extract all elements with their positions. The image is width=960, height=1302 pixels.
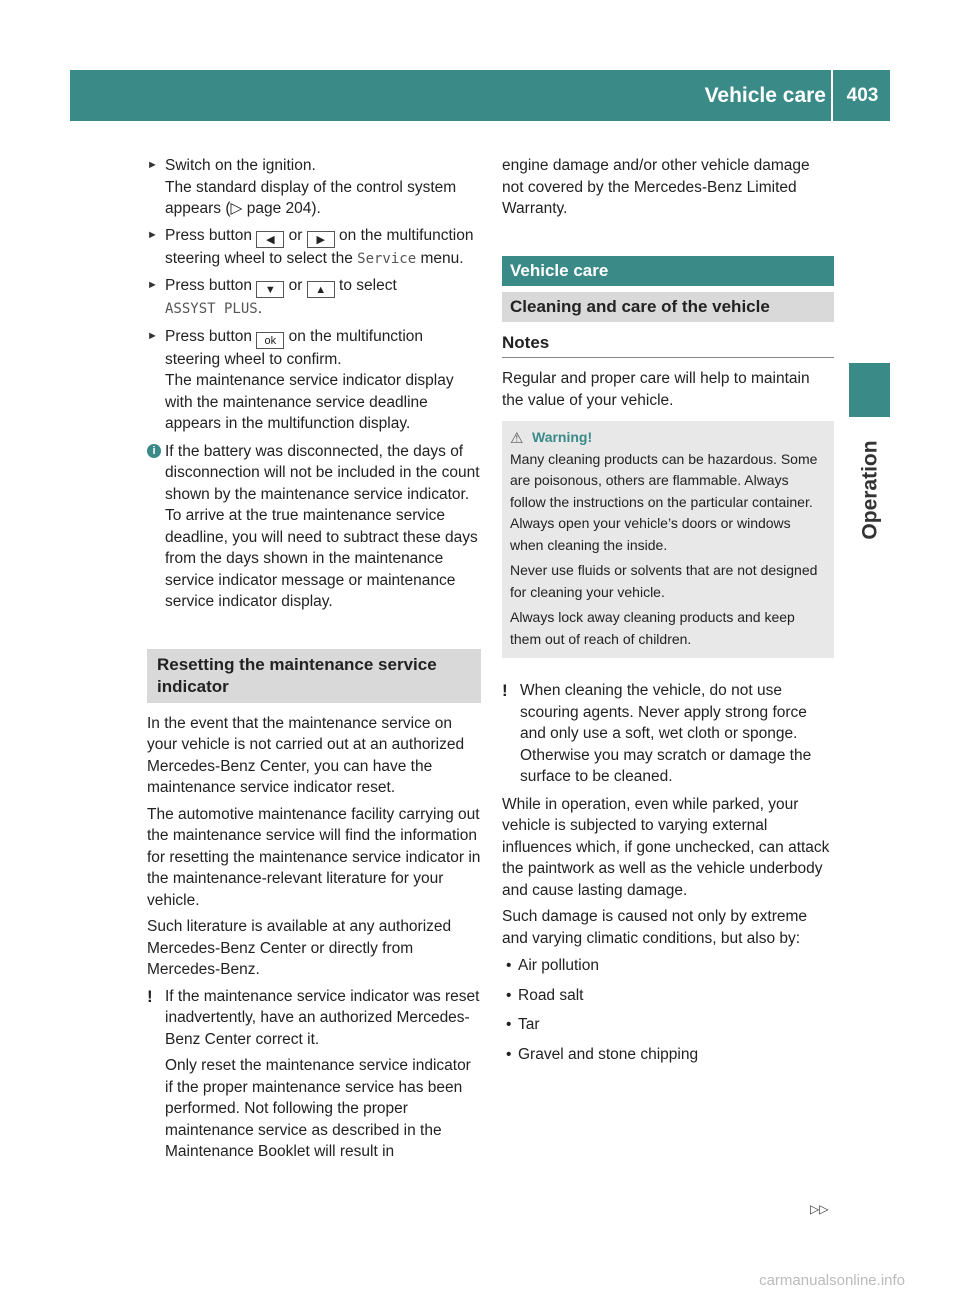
para-1: While in operation, even while parked, your vehicle is subjected to varying external influences which, if gone unchecked, can attack the paintwork as well as the vehicle underbody and cause lasting damage. [502, 795, 830, 899]
caution-2: Only reset the maintenance service indicator if the proper maintenance service has been performed. Not following the proper maintenance service as described in the Maintenance Booklet will result in [165, 1057, 471, 1160]
step-3-tail: . [257, 300, 263, 317]
vehicle-care-heading: Vehicle care [502, 256, 834, 286]
step-2-menu: Service [357, 250, 417, 267]
watermark: carmanualsonline.info [759, 1272, 905, 1289]
step-2-pre: Press button [165, 226, 257, 244]
warning-title: Warning! [532, 429, 593, 445]
right-column [502, 155, 834, 1073]
step-2-post: on the multifunction steering wheel to select the [165, 226, 474, 267]
caution-note-right [502, 680, 834, 788]
continue-icon: ▷▷ [810, 1202, 829, 1216]
reset-heading: Resetting the maintenance service indicator [147, 649, 481, 703]
up-button-icon: ▲ [307, 281, 335, 298]
caution-right: When cleaning the vehicle, do not use scouring agents. Never apply strong force and only use a soft, wet cloth or sponge. Otherwise you may scratch or damage the surface to be cleaned. [520, 682, 812, 785]
notes-heading: Notes [502, 332, 834, 359]
info-note [147, 441, 481, 613]
reset-para-2: The automotive maintenance facility carrying out the maintenance service will find the information for resetting the maintenance service indicator in the maintenance-relevant literature for your vehicle. [147, 805, 481, 909]
left-column [147, 155, 481, 1163]
warning-triangle-icon: ⚠ [510, 430, 524, 447]
side-tab [849, 363, 890, 417]
step-3 [147, 275, 481, 321]
step-4-pre: Press button [165, 327, 257, 345]
step-1-line-1: Switch on the ignition. [165, 157, 316, 174]
ok-button-icon: ok [256, 332, 284, 349]
step-3-pre: Press button [165, 277, 257, 294]
step-4 [147, 326, 481, 435]
info-text: If the battery was disconnected, the days of disconnection will not be included in the count shown by the maintenance service indicator. To arrive at the true maintenance service deadline, you will need to subtract these days from the days shown in the maintenance service indicator message or maintenance service indicator display. [165, 442, 480, 610]
reset-para-1: In the event that the maintenance service on your vehicle is not carried out at an authorized Mercedes-Benz Center, you can have the maintenance service indicator reset. [147, 714, 465, 796]
step-2-mid: or [284, 226, 307, 244]
right-button-icon: ▶ [307, 231, 335, 248]
cleaning-heading: Cleaning and care of the vehicle [502, 292, 834, 322]
down-button-icon: ▼ [256, 281, 284, 298]
warning-para-2: Never use fluids or solvents that are not designed for cleaning your vehicle. [510, 562, 818, 600]
list-item: • Air pollution [502, 955, 834, 977]
list-item: • Gravel and stone chipping [502, 1044, 834, 1066]
caution-1: If the maintenance service indicator was reset inadvertently, have an authorized Mercedes-Benz Center correct it. [165, 987, 480, 1048]
step-2 [147, 225, 481, 271]
header-divider [831, 70, 833, 121]
side-label-text: Operation [857, 440, 881, 540]
warning-para-3: Always lock away cleaning products and keep them out of reach of children. [510, 609, 795, 647]
step-arrow-icon: ► [147, 279, 158, 291]
step-3-menu: ASSYST PLUS [165, 301, 258, 317]
step-1-line-2: The standard display of the control system appears (▷ page 204). [165, 178, 457, 217]
step-4-extra: The maintenance service indicator display with the maintenance service deadline appears in the multifunction display. [165, 372, 454, 432]
info-icon: i [147, 444, 161, 458]
bullet-icon: • [506, 986, 512, 1004]
step-arrow-icon: ► [147, 159, 158, 171]
list-item: • Road salt [502, 985, 834, 1007]
para-2: Such damage is caused not only by extreme and varying climatic conditions, but also by: [502, 908, 808, 947]
warning-box [502, 421, 834, 658]
step-3-mid: or [284, 277, 307, 294]
step-4-post: on the multifunction steering wheel to confirm. [165, 327, 424, 368]
left-button-icon: ◀ [256, 231, 284, 248]
page-number: 403 [846, 85, 879, 106]
continued-text: engine damage and/or other vehicle damage not covered by the Mercedes-Benz Limited Warranty. [502, 157, 810, 217]
step-arrow-icon: ► [147, 228, 158, 241]
step-2-tail: menu. [416, 249, 464, 267]
exclamation-icon: ! [502, 681, 508, 700]
side-label [849, 430, 890, 550]
bullet-icon: • [506, 957, 512, 974]
step-arrow-icon: ► [147, 329, 158, 342]
step-1 [147, 155, 481, 220]
warning-para-1: Many cleaning products can be hazardous. Some are poisonous, others are flammable. Always follow the instructions on the particular container. Always open your vehicle’s doors or windows when cleaning the inside. [510, 450, 818, 553]
influences-list [502, 955, 834, 1065]
bullet-icon: • [506, 1045, 512, 1063]
reset-para-3: Such literature is available at any authorized Mercedes-Benz Center or directly from Mercedes-Benz. [147, 918, 452, 978]
section-title: Vehicle care [704, 84, 826, 107]
caution-note [147, 986, 481, 1163]
bullet-icon: • [506, 1016, 512, 1033]
list-item: • Tar [502, 1014, 834, 1036]
step-3-post: to select [334, 277, 397, 294]
intro-text: Regular and proper care will help to maintain the value of your vehicle. [502, 370, 810, 409]
exclamation-icon: ! [147, 986, 153, 1006]
